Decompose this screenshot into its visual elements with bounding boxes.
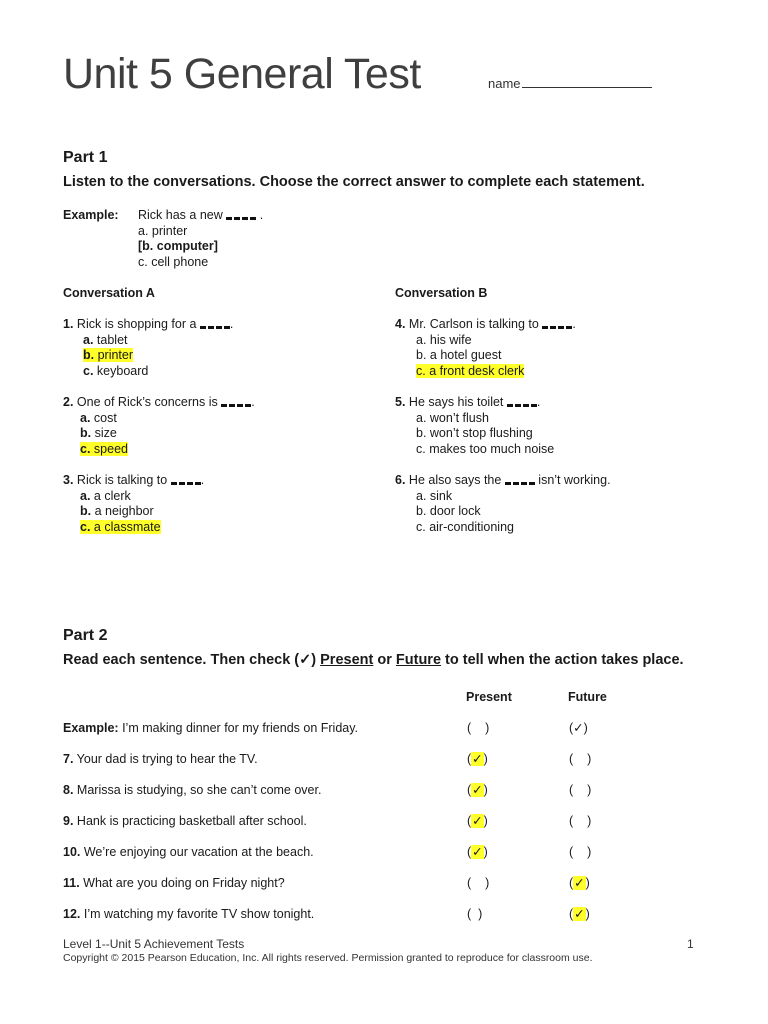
text [471,876,485,890]
text: ( [467,814,472,828]
text: c. [80,519,91,534]
example-option-b: [b. computer] [138,239,218,253]
text: tablet [93,332,128,347]
text: ) [585,876,590,890]
text: a neighbor [91,504,154,518]
present-box [467,721,489,737]
text: 12. [63,907,81,921]
text: Future [395,652,442,668]
text: . [536,395,541,409]
option [63,333,233,349]
present-box [467,907,482,923]
text: Rick is shopping for a [76,317,197,331]
future-box [569,876,590,892]
name-field [488,75,652,91]
text: speed [90,441,128,456]
future-box [569,721,588,737]
text: ( [467,907,472,921]
option [63,489,204,505]
example-option-a: a. printer [138,223,188,238]
answer-blank [507,396,537,406]
text: 10. [63,845,81,859]
option: a. won’t flush [416,410,489,425]
text: ) [483,845,488,859]
text: ( [569,783,574,797]
text: 11. [63,876,80,890]
text: a. [80,410,91,425]
option: c. air-conditioning [416,519,514,534]
text: He says his toilet [408,395,504,409]
text [80,442,128,456]
table-row-10 [63,845,314,861]
conversation-b-heading: Conversation B [395,286,488,300]
text: We’re enjoying our vacation at the beach. [80,845,314,859]
question-2 [63,395,255,457]
text [573,752,587,766]
text [395,395,554,411]
text: isn’t working. [534,473,611,487]
table-row-8 [63,783,321,799]
name-line [522,75,652,88]
text: Read each sentence. Then check ( [63,652,300,668]
text: ( [467,752,472,766]
question-3 [63,473,204,535]
question-1 [63,317,233,379]
answer-blank [200,318,230,328]
part1-instructions: Listen to the conversations. Choose the correct answer to complete each statement. [63,174,645,190]
text: Your dad is trying to hear the TV. [73,752,258,766]
answer-blank [542,318,572,328]
text: ( [569,907,574,921]
text [573,845,587,859]
option-selected [63,442,255,458]
text: ) [485,721,490,735]
text: to tell when the action takes place. [441,652,684,668]
copyright: Copyright © 2015 Pearson Education, Inc. All rights reserved. Permission granted to reproduce for classroom use. [63,952,593,964]
text: b. [80,426,92,440]
text: ( [569,845,574,859]
text: ( [467,783,472,797]
text: ( [569,752,574,766]
text: cost [90,410,117,425]
answer-blank [226,209,256,219]
text: I’m making dinner for my friends on Friday. [118,721,359,735]
table-row-11 [63,876,285,892]
text: 4. [395,317,406,331]
text: keyboard [93,363,149,378]
text: ) [587,845,592,859]
text: ) [485,876,490,890]
text: ( [467,876,472,890]
text: . [251,395,255,409]
text [395,317,576,333]
option [63,411,255,427]
table-row-example [63,721,358,737]
text: c. a front desk clerk [416,363,525,378]
check-icon: ✓ [472,783,483,797]
text: ) [483,752,488,766]
text: 8. [63,783,74,797]
text [573,814,587,828]
text: or [373,652,396,668]
text [395,473,611,489]
text: Example: [63,721,119,735]
text: ) [587,752,592,766]
page-title: Unit 5 General Test [63,50,421,98]
text: a. [83,332,94,347]
option: a. his wife [416,332,472,347]
example-label: Example: [63,208,119,222]
text: ( [569,721,574,735]
text: c. [80,441,91,456]
answer-blank [505,474,535,484]
text: Rick is talking to [76,473,168,487]
present-box [467,752,488,768]
text: a classmate [90,519,161,534]
option-selected [63,348,233,364]
check-icon: ✓ [574,907,585,921]
table-row-9 [63,814,307,830]
text [63,473,204,489]
text: b. [80,504,92,518]
column-header-future: Future [568,690,607,704]
table-row-12 [63,907,314,923]
example-option-c: c. cell phone [138,254,209,269]
text: printer [94,348,134,362]
text: Marissa is studying, so she can’t come over. [73,783,322,797]
table-row-7 [63,752,258,768]
option: a. sink [416,488,453,503]
present-box [467,814,488,830]
text: . [200,473,205,487]
future-box [569,783,591,799]
option: b. door lock [416,504,481,518]
text: a. [80,488,91,503]
text: ) [483,814,488,828]
present-box [467,783,488,799]
text: 7. [63,752,74,766]
check-icon: ✓ [573,721,584,735]
text: ) [585,907,590,921]
future-box [569,845,591,861]
present-box [467,845,488,861]
text: Hank is practicing basketball after school. [73,814,307,828]
question-5 [395,395,554,457]
future-box [569,907,590,923]
text: ) [587,783,592,797]
text: 9. [63,814,74,828]
text: I’m watching my favorite TV show tonight. [80,907,315,921]
text: c. [83,363,94,378]
text: ) [311,652,321,668]
text: What are you doing on Friday night? [79,876,285,890]
column-header-present: Present [466,690,512,704]
example-stem: Rick has a new [138,208,223,222]
text [80,520,161,534]
text: 2. [63,395,74,409]
text [471,721,485,735]
option-selected [63,520,204,536]
text: 5. [395,395,406,409]
text: ) [483,783,488,797]
text: b. [83,348,95,362]
text: ) [478,907,483,921]
text: ( [467,845,472,859]
example-block [138,208,263,270]
option [63,504,204,520]
text: ) [583,721,588,735]
text: Mr. Carlson is talking to [405,317,539,331]
answer-blank [171,474,201,484]
answer-blank [221,396,251,406]
option: b. a hotel guest [416,348,502,362]
page-number: 1 [687,937,694,951]
future-box [569,814,591,830]
part2-heading: Part 2 [63,627,108,644]
question-6 [395,473,611,535]
present-box [467,876,489,892]
option-selected [395,364,576,380]
option: c. makes too much noise [416,441,555,456]
text: Rick has a new . [138,208,264,222]
text: 6. [395,473,406,487]
text: 1. [63,317,74,331]
check-icon: ✓ [299,652,312,668]
option [63,364,233,380]
text [573,783,587,797]
text: ( [569,876,574,890]
text [83,348,133,362]
check-icon: ✓ [472,752,483,766]
text: size [91,426,117,440]
text [63,395,255,411]
option: b. won’t stop flushing [416,426,533,440]
check-icon: ✓ [574,876,585,890]
text: One of Rick’s concerns is [76,395,218,409]
text: ) [587,814,592,828]
text: ( [467,721,472,735]
text: 3. [63,473,74,487]
text: Present [320,652,374,668]
option [63,426,255,442]
question-4 [395,317,576,379]
part1-heading: Part 1 [63,149,108,166]
check-icon: ✓ [472,845,483,859]
part2-instructions [63,651,703,669]
future-box [569,752,591,768]
text [63,317,233,333]
text: ( [569,814,574,828]
text: . [229,317,234,331]
footer-left: Level 1--Unit 5 Achievement Tests [63,937,245,951]
name-label: name [488,76,521,91]
text: a clerk [90,488,131,503]
check-icon: ✓ [472,814,483,828]
conversation-a-heading: Conversation A [63,286,155,300]
text: He also says the [408,473,502,487]
text: . [572,317,576,331]
